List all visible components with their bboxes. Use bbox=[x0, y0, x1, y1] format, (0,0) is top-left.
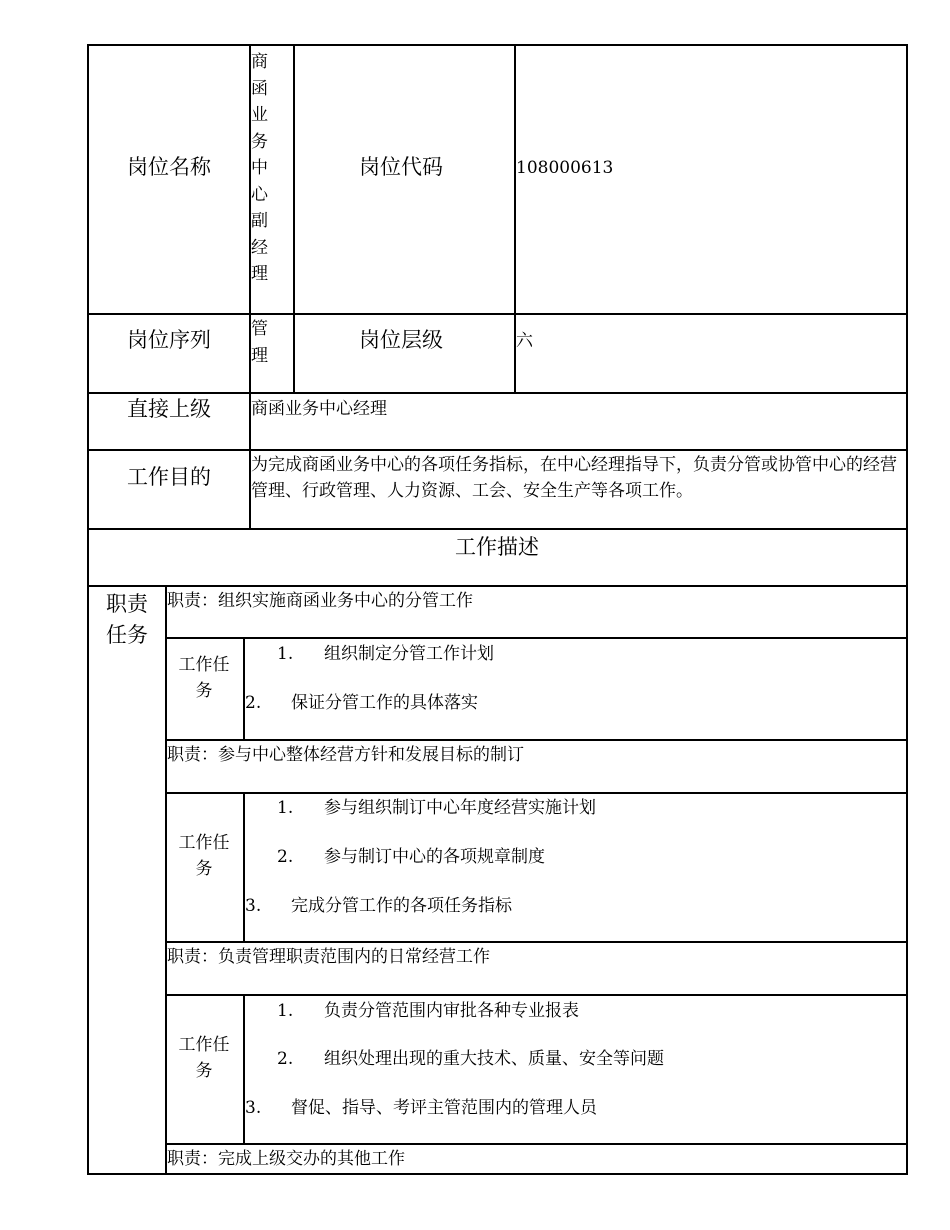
task-text: 组织处理出现的重大技术、质量、安全等问题 bbox=[324, 1049, 664, 1069]
duty-title: 职责：参与中心整体经营方针和发展目标的制订 bbox=[167, 745, 524, 765]
task-text: 参与组织制订中心年度经营实施计划 bbox=[324, 798, 596, 818]
purpose-value: 为完成商函业务中心的各项任务指标，在中心经理指导下，负责分管或协管中心的经营管理、行政管理、人力资源、工会、安全生产等各项工作。 bbox=[251, 455, 897, 501]
task-number: 2. bbox=[277, 847, 294, 867]
sequence-value: 管 理 bbox=[251, 319, 268, 366]
position-code-label: 岗位代码 bbox=[359, 155, 443, 179]
description-title: 工作描述 bbox=[455, 535, 539, 559]
level-label: 岗位层级 bbox=[359, 328, 443, 352]
responsibility-label: 职责 任务 bbox=[106, 592, 148, 647]
task-text: 组织制定分管工作计划 bbox=[324, 644, 494, 664]
task-number: 2. bbox=[277, 1049, 294, 1069]
task-text: 负责分管范围内审批各种专业报表 bbox=[324, 1001, 579, 1021]
task-text: 保证分管工作的具体落实 bbox=[291, 693, 478, 713]
task-number: 2. bbox=[245, 693, 262, 713]
task-text: 完成分管工作的各项任务指标 bbox=[291, 896, 512, 916]
superior-label: 直接上级 bbox=[127, 397, 211, 421]
superior-value: 商函业务中心经理 bbox=[251, 399, 387, 419]
task-label: 工作任 务 bbox=[178, 655, 230, 701]
task-number: 1. bbox=[277, 798, 294, 818]
position-code-value: 108000613 bbox=[516, 158, 614, 178]
position-name-label: 岗位名称 bbox=[127, 155, 211, 179]
task-number: 3. bbox=[245, 1098, 262, 1118]
task-text: 督促、指导、考评主管范围内的管理人员 bbox=[291, 1098, 597, 1118]
task-text: 参与制订中心的各项规章制度 bbox=[324, 847, 545, 867]
duty-title: 职责：完成上级交办的其他工作 bbox=[167, 1149, 405, 1169]
duty-title: 职责：负责管理职责范围内的日常经营工作 bbox=[167, 947, 490, 967]
purpose-label: 工作目的 bbox=[127, 465, 211, 489]
task-number: 1. bbox=[277, 644, 294, 664]
duty-title: 职责：组织实施商函业务中心的分管工作 bbox=[167, 591, 473, 611]
sequence-label: 岗位序列 bbox=[127, 328, 211, 352]
task-label: 工作任 务 bbox=[178, 1035, 230, 1081]
task-number: 1. bbox=[277, 1001, 294, 1021]
position-name-value: 商 函 业 务 中 心 副 经 理 bbox=[251, 52, 268, 284]
level-value: 六 bbox=[516, 331, 533, 351]
task-number: 3. bbox=[245, 896, 262, 916]
task-label: 工作任 务 bbox=[178, 833, 230, 879]
